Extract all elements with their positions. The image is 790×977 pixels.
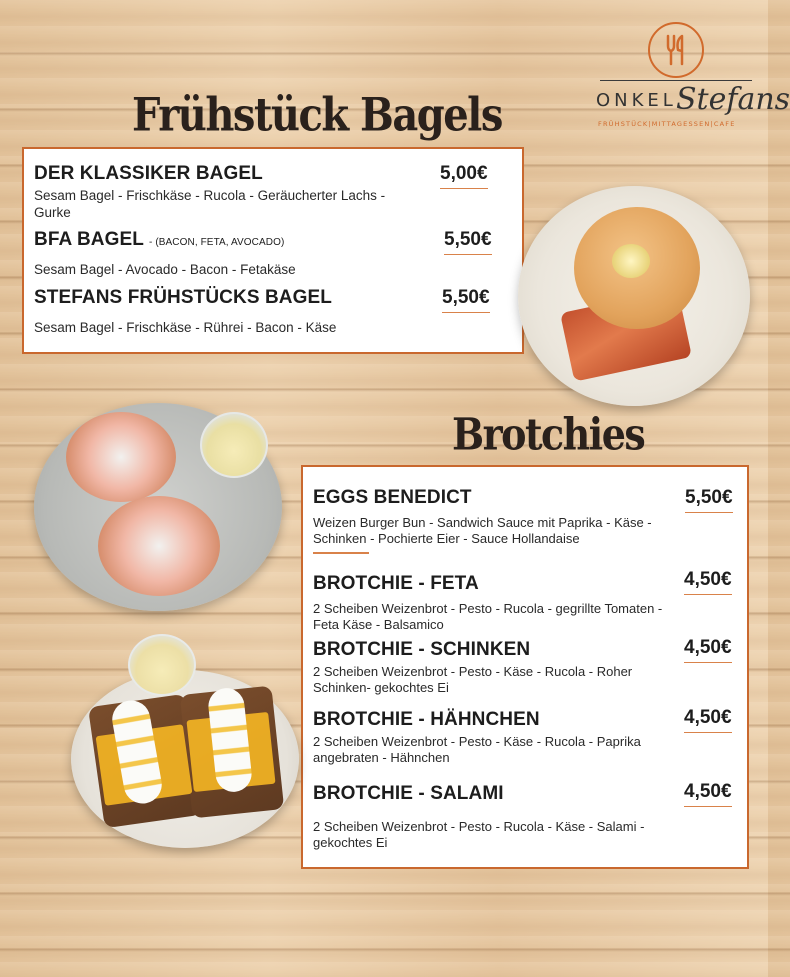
item-divider bbox=[313, 552, 369, 554]
sauce-jar bbox=[128, 634, 196, 696]
item-title: DER KLASSIKER BAGEL bbox=[34, 163, 263, 184]
section-heading-brotchies: Brotchies bbox=[452, 408, 645, 460]
item-description: 2 Scheiben Weizenbrot - Pesto - Käse - Rucola - Roher Schinken- gekochtes Ei bbox=[313, 664, 633, 695]
item-subtitle: - (BACON, FETA, AVOCADO) bbox=[149, 237, 285, 248]
item-description: Sesam Bagel - Frischkäse - Rührei - Bacon - Käse bbox=[34, 320, 337, 335]
menu-item-stefans-fruehstuecks-bagel bbox=[34, 287, 510, 336]
logo-text-stefans: Stefans bbox=[676, 82, 790, 117]
menu-item-brotchie-haehnchen bbox=[313, 709, 735, 766]
item-price: 4,50€ bbox=[684, 707, 732, 733]
menu-item-brotchie-schinken bbox=[313, 639, 735, 696]
item-price: 5,00€ bbox=[440, 163, 488, 189]
item-description: 2 Scheiben Weizenbrot - Pesto - Rucola - Käse - Salami - gekochtes Ei bbox=[313, 819, 645, 850]
item-price: 5,50€ bbox=[685, 487, 733, 513]
item-title: BROTCHIE - FETA bbox=[313, 573, 479, 594]
menu-item-klassiker-bagel bbox=[34, 163, 510, 221]
item-description: Sesam Bagel - Frischkäse - Rucola - Geräucherter Lachs - Gurke bbox=[34, 188, 386, 220]
item-description: Weizen Burger Bun - Sandwich Sauce mit Paprika - Käse - Schinken - Pochierte Eier - Sauce Hollandaise bbox=[313, 515, 652, 546]
item-title: BFA BAGEL - (BACON, FETA, AVOCADO) bbox=[34, 229, 285, 250]
item-description: 2 Scheiben Weizenbrot - Pesto - Käse - Rucola - Paprika angebraten - Hähnchen bbox=[313, 734, 641, 765]
section-heading-bagels: Frühstück Bagels bbox=[132, 88, 502, 143]
item-title: BROTCHIE - SCHINKEN bbox=[313, 639, 531, 660]
brotchies-menu-panel bbox=[301, 465, 749, 869]
item-title: STEFANS FRÜHSTÜCKS BAGEL bbox=[34, 287, 332, 308]
menu-item-bfa-bagel bbox=[34, 229, 510, 278]
bagel-photo-topping bbox=[612, 244, 650, 278]
item-price: 4,50€ bbox=[684, 781, 732, 807]
menu-item-eggs-benedict bbox=[313, 487, 735, 554]
bagels-menu-panel bbox=[22, 147, 524, 354]
item-price: 5,50€ bbox=[442, 287, 490, 313]
menu-item-brotchie-feta bbox=[313, 573, 735, 633]
item-title: EGGS BENEDICT bbox=[313, 487, 472, 508]
menu-item-brotchie-salami bbox=[313, 783, 735, 851]
eggs-benedict-photo-muffin bbox=[98, 496, 220, 596]
brand-logo bbox=[596, 22, 790, 132]
item-description: 2 Scheiben Weizenbrot - Pesto - Rucola - gegrillte Tomaten - Feta Käse - Balsamico bbox=[313, 601, 663, 632]
item-title: BROTCHIE - HÄHNCHEN bbox=[313, 709, 540, 730]
item-price: 4,50€ bbox=[684, 637, 732, 663]
logo-tagline: FRÜHSTÜCK|MITTAGESSEN|CAFE bbox=[598, 120, 736, 128]
item-description: Sesam Bagel - Avocado - Bacon - Fetakäse bbox=[34, 262, 296, 277]
item-price: 4,50€ bbox=[684, 569, 732, 595]
logo-divider bbox=[600, 80, 752, 81]
logo-text-onkel: ONKEL bbox=[596, 90, 677, 111]
item-price: 5,50€ bbox=[444, 229, 492, 255]
hollandaise-sauce-jar bbox=[200, 412, 268, 478]
logo-circle bbox=[648, 22, 704, 78]
fork-knife-icon bbox=[650, 24, 701, 75]
item-title: BROTCHIE - SALAMI bbox=[313, 783, 504, 804]
eggs-benedict-photo-muffin bbox=[66, 412, 176, 502]
